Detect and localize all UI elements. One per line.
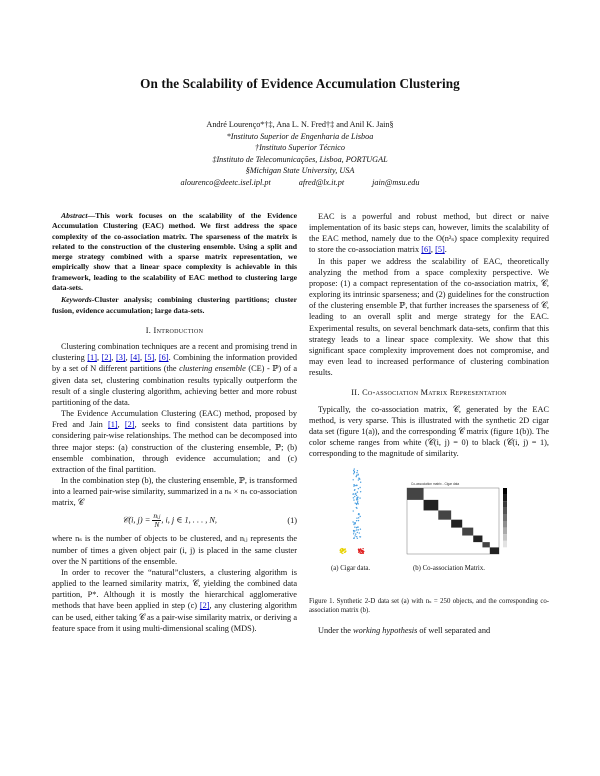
keywords-text: -Cluster analysis; combining clustering partitions; cluster fusion, evidence accumulation; large data-sets. bbox=[52, 295, 297, 315]
scatter-point bbox=[360, 529, 361, 530]
scatter-point bbox=[358, 488, 359, 489]
scatter-point bbox=[358, 513, 359, 514]
scatter-point bbox=[356, 472, 357, 473]
scatter-point bbox=[360, 482, 361, 483]
email-row bbox=[0, 177, 600, 189]
scatter-point bbox=[354, 490, 355, 491]
right-paragraph-1: EAC is a powerful and robust method, but direct or naive implementation of its basic steps can, however, limits the scalability of the EAC method, namely due to the O(n²ₛ) space complexity required to store the co-association matrix [6], [5]. bbox=[309, 212, 549, 255]
email-3: jain@msu.edu bbox=[372, 177, 420, 187]
scatter-point bbox=[354, 536, 355, 537]
citation-link[interactable]: [2] bbox=[199, 601, 210, 611]
left-column bbox=[52, 211, 297, 634]
scatter-point bbox=[345, 551, 346, 552]
scatter-point bbox=[357, 470, 358, 471]
scatter-point bbox=[356, 518, 357, 519]
author-block bbox=[0, 119, 600, 188]
scatter-point bbox=[362, 548, 363, 549]
matrix-block bbox=[451, 520, 462, 528]
equation-body: 𝒞(i, j) = $\frac{\text{nᵢⱼ}}{N}$ , i, j ∈ 1, . . . , N, bbox=[122, 511, 218, 530]
scatter-point bbox=[360, 491, 361, 492]
matrix-block bbox=[482, 542, 489, 547]
matrix-block bbox=[438, 511, 451, 520]
scatter-point bbox=[353, 486, 354, 487]
scatter-point bbox=[360, 516, 361, 517]
scatter-point bbox=[356, 495, 357, 496]
scatter-point bbox=[354, 494, 355, 495]
colorbar-segment bbox=[503, 548, 507, 555]
email-2: afred@lx.it.pt bbox=[298, 177, 345, 187]
scatter-point bbox=[359, 487, 360, 488]
author-names: André Lourenço*†‡, Ana L. N. Fred†‡ and Anil K. Jain§ bbox=[206, 120, 394, 129]
scatter-point bbox=[358, 520, 359, 521]
colorbar-segment bbox=[503, 528, 507, 535]
scatter-point bbox=[358, 529, 359, 530]
matrix-block bbox=[424, 500, 439, 511]
scatter-point bbox=[357, 501, 358, 502]
colorbar-segment bbox=[503, 541, 507, 548]
matrix-block bbox=[462, 528, 473, 536]
abstract-label: Abstract bbox=[61, 211, 88, 220]
scatter-point bbox=[357, 475, 358, 476]
scatter-point bbox=[356, 475, 357, 476]
scatter-point bbox=[342, 551, 343, 552]
citation-link[interactable]: [6] bbox=[158, 353, 169, 363]
scatter-point bbox=[356, 476, 357, 477]
colorbar-segment bbox=[503, 495, 507, 502]
scatter-point bbox=[358, 550, 359, 551]
paper-title: On the Scalability of Evidence Accumulation Clustering bbox=[140, 76, 460, 91]
citation-link[interactable]: [1] bbox=[87, 353, 97, 363]
intro-paragraph-4: where nₛ is the number of objects to be clustered, and nᵢⱼ represents the number of times a given object pair (i, j) is placed in the same cluster over the N partitions of the ensemble. bbox=[52, 534, 297, 566]
citation-link[interactable]: [3] bbox=[115, 353, 126, 363]
section-heading-introduction: I. Introduction bbox=[145, 325, 204, 335]
scatter-point bbox=[360, 552, 361, 553]
citation-link[interactable]: [2] bbox=[101, 353, 112, 363]
scatter-point bbox=[345, 549, 346, 550]
scatter-point bbox=[353, 532, 354, 533]
figure-1 bbox=[309, 463, 549, 591]
scatter-point bbox=[353, 524, 354, 525]
equation-1 bbox=[52, 512, 297, 529]
intro-paragraph-1: Clustering combination techniques are a recent and promising trend in clustering [1], [2], [3], [4], [5], [6]. Combining the information provided by a set of N different partitions (the clustering ensemble (CE) - ℙ) of a given data set, clustering combination results typically outperform the result of a single clustering algorithm, achieving better and more robust partitioning of the data. bbox=[52, 342, 298, 407]
scatter-point bbox=[362, 553, 363, 554]
affiliation-2: †Instituto Superior Técnico bbox=[254, 143, 346, 152]
scatter-point bbox=[353, 533, 354, 534]
scatter-point bbox=[357, 527, 358, 528]
scatter-point bbox=[358, 517, 359, 518]
scatter-point bbox=[354, 527, 355, 528]
scatter-point bbox=[356, 503, 357, 504]
scatter-point bbox=[340, 552, 341, 553]
citation-link[interactable]: [6] bbox=[421, 245, 431, 255]
scatter-point bbox=[353, 493, 354, 494]
scatter-point bbox=[356, 536, 357, 537]
scatter-point bbox=[354, 530, 355, 531]
matrix-plot-title: Co-association matrix - Cigar data bbox=[411, 482, 460, 487]
abstract-text: —This work focuses on the scalability of the Evidence Accumulation Clustering (EAC) method. We first address the space complexity of the co-association matrix. The sparseness of the matrix is related to the construction of the clustering ensemble. Using a split and merge strategy combined with a sparse matrix representation, we empirically show that a linear space complexity is achievable in this framework, leading to the scalability of EAC method to clustering large data-sets. bbox=[52, 211, 297, 293]
equation-number: (1) bbox=[287, 516, 297, 526]
colorbar-segment bbox=[503, 534, 507, 541]
subcaption-a: (a) Cigar data. bbox=[331, 565, 371, 573]
scatter-point bbox=[361, 550, 362, 551]
scatter-point bbox=[356, 485, 357, 486]
scatter-point bbox=[355, 534, 356, 535]
scatter-point bbox=[359, 478, 360, 479]
citation-link[interactable]: [4] bbox=[130, 353, 140, 363]
matrix-block bbox=[407, 488, 424, 500]
intro-paragraph-2: The Evidence Accumulation Clustering (EAC) method, proposed by Fred and Jain [1], [2], seeks to find consistent data partitions by considering pair-wise relationships. The method can be decomposed into three major steps: (a) construction of the clustering ensemble, ℙ; (b) ensemble combination, through evidence accumulation; and (c) extraction of the final partition. bbox=[52, 409, 298, 474]
scatter-point bbox=[353, 530, 354, 531]
scatter-point bbox=[359, 536, 360, 537]
citation-link[interactable]: [2] bbox=[124, 420, 135, 430]
coassociation-matrix-plot bbox=[397, 479, 515, 557]
colorbar-segment bbox=[503, 508, 507, 515]
cigar-data-scatter bbox=[331, 463, 389, 559]
citation-link[interactable]: [1] bbox=[107, 420, 118, 430]
right-paragraph-4: Under the working hypothesis of well separated and bbox=[318, 626, 491, 636]
keywords bbox=[52, 295, 297, 316]
scatter-point bbox=[354, 496, 355, 497]
scatter-point bbox=[352, 522, 353, 523]
scatter-point bbox=[353, 511, 354, 512]
scatter-point bbox=[353, 473, 354, 474]
scatter-point bbox=[358, 552, 359, 553]
scatter-point bbox=[353, 538, 354, 539]
scatter-point bbox=[360, 549, 361, 550]
colorbar-segment bbox=[503, 521, 507, 528]
citation-link[interactable]: [5] bbox=[435, 245, 445, 255]
figure-caption: Figure 1. Synthetic 2-D data set (a) with nₛ = 250 objects, and the corresponding co-association matrix (b). bbox=[309, 598, 549, 615]
matrix-block bbox=[473, 536, 482, 543]
matrix-block bbox=[490, 548, 499, 555]
section-heading-coassociation: II. Co-association Matrix Representation bbox=[351, 388, 507, 398]
affiliation-4: §Michigan State University, USA bbox=[245, 166, 355, 175]
citation-link[interactable]: [5] bbox=[144, 353, 155, 363]
colorbar-segment bbox=[503, 501, 507, 508]
abstract bbox=[52, 211, 297, 293]
scatter-point bbox=[357, 532, 358, 533]
scatter-point bbox=[359, 498, 360, 499]
scatter-point bbox=[353, 470, 354, 471]
scatter-point bbox=[358, 504, 359, 505]
scatter-point bbox=[341, 553, 342, 554]
scatter-point bbox=[353, 497, 354, 498]
intro-paragraph-3: In the combination step (b), the clustering ensemble, ℙ, is transformed into a learned pair-wise similarity, summarized in a nₛ × nₛ co-association matrix, 𝒞 bbox=[52, 476, 297, 508]
scatter-point bbox=[342, 548, 343, 549]
scatter-point bbox=[357, 538, 358, 539]
scatter-point bbox=[356, 530, 357, 531]
scatter-point bbox=[355, 503, 356, 504]
affiliation-1: *Instituto Superior de Engenharia de Lisboa bbox=[226, 131, 374, 141]
affiliation-3: ‡Instituto de Telecomunicações, Lisboa, PORTUGAL bbox=[212, 154, 388, 164]
subcaption-b: (b) Co-association Matrix. bbox=[413, 565, 485, 573]
scatter-point bbox=[357, 492, 358, 493]
scatter-point bbox=[340, 549, 341, 550]
scatter-point bbox=[357, 498, 358, 499]
scatter-point bbox=[358, 480, 359, 481]
scatter-point bbox=[353, 479, 354, 480]
keywords-label: Keywords bbox=[61, 295, 92, 305]
scatter-point bbox=[354, 522, 355, 523]
scatter-point bbox=[354, 485, 355, 486]
right-paragraph-2: In this paper we address the scalability of EAC, theoretically analyzing the method from a space complexity perspective. We propose: (1) a compact representation of the co-association matrix, 𝒞, exploring its intrinsic sparseness; and (2) guidelines for the construction of the clustering ensemble ℙ, that further increases the sparseness of 𝒞, leading to an overall split and merge strategy for the EAC. Experimental results, on several benchmark data-sets, confirm that this strategy leads to a linear space complexity. We show that this significant space complexity improvement does not compromise, and may even lead to increased performance of clustering combination results. bbox=[309, 256, 549, 378]
equation-fraction: $\frac{\text{nᵢⱼ}}{N}$ bbox=[153, 511, 161, 530]
intro-paragraph-5: In order to recover the “natural”clusters, a clustering algorithm is applied to the learned similarity matrix, 𝒞, yielding the combined data partition, P*. Although it is mostly the hierarchical agglomerative methods that have been applied in step (c) [2], any clustering algorithm can be used, either taking 𝒞 as a pair-wise similarity matrix, or deriving a feature space from it using multi-dimensional scaling (MDS). bbox=[52, 567, 297, 633]
colorbar-segment bbox=[503, 515, 507, 522]
scatter-point bbox=[359, 550, 360, 551]
scatter-point bbox=[356, 520, 357, 521]
scatter-point bbox=[353, 500, 354, 501]
scatter-point bbox=[358, 549, 359, 550]
scatter-point bbox=[357, 499, 358, 500]
scatter-point bbox=[354, 469, 355, 470]
right-column bbox=[309, 211, 549, 636]
scatter-point bbox=[359, 533, 360, 534]
scatter-point bbox=[356, 507, 357, 508]
email-1: alourenco@deetc.isel.ipl.pt bbox=[180, 177, 271, 187]
right-paragraph-3: Typically, the co-association matrix, 𝒞, generated by the EAC method, is very sparse. This is illustrated with the synthetic 2D cigar data set (figure 1(a)), and the corresponding 𝒞 matrix (figure 1(b)). The color scheme ranges from white (𝒞(i, j) = 0) to black (𝒞(i, j) = 1), corresponding to the magnitude of similarity. bbox=[309, 404, 549, 459]
colorbar-segment bbox=[503, 488, 507, 495]
